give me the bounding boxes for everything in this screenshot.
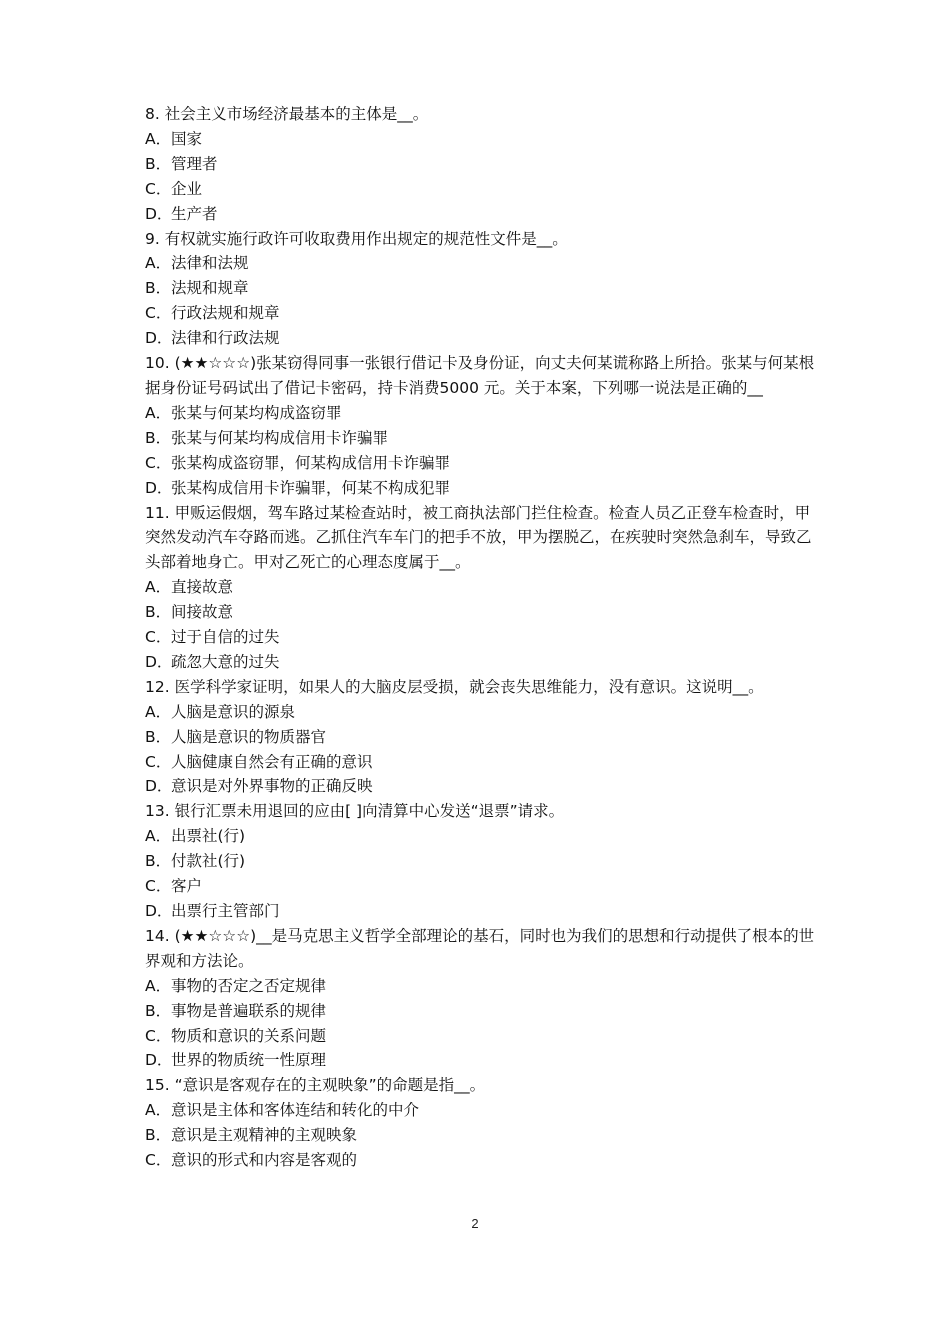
option-letter: B． bbox=[145, 1001, 172, 1020]
question-item bbox=[145, 501, 815, 675]
option-letter: D． bbox=[145, 204, 173, 223]
option-item bbox=[145, 824, 815, 849]
option-item bbox=[145, 426, 815, 451]
option-text: 意识的形式和内容是客观的 bbox=[171, 1151, 358, 1170]
question-item bbox=[145, 1073, 815, 1173]
option-item bbox=[145, 127, 815, 152]
option-letter: C． bbox=[145, 1026, 172, 1045]
option-text: 意识是对外界事物的正确反映 bbox=[171, 777, 373, 796]
option-text: 法律和行政法规 bbox=[171, 329, 280, 348]
option-text: 张某与何某均构成信用卡诈骗罪 bbox=[171, 428, 389, 447]
option-item bbox=[145, 202, 815, 227]
question-item bbox=[145, 924, 815, 1073]
option-item bbox=[145, 600, 815, 625]
option-text: 直接故意 bbox=[171, 578, 234, 597]
option-item bbox=[145, 451, 815, 476]
question-item bbox=[145, 102, 815, 227]
option-list bbox=[145, 1098, 815, 1173]
option-letter: A． bbox=[145, 827, 172, 846]
question-text: 13. 银行汇票未用退回的应由[ ]向清算中心发送“退票”请求。 bbox=[145, 802, 565, 821]
option-item bbox=[145, 575, 815, 600]
option-letter: A． bbox=[145, 129, 172, 148]
option-letter: B． bbox=[145, 279, 172, 298]
option-item bbox=[145, 301, 815, 326]
option-item bbox=[145, 725, 815, 750]
question-text: 8. 社会主义市场经济最基本的主体是__。 bbox=[145, 105, 429, 123]
option-text: 出票行主管部门 bbox=[171, 902, 280, 920]
option-letter: D． bbox=[145, 777, 173, 796]
option-text: 事物是普遍联系的规律 bbox=[171, 1001, 327, 1020]
option-letter: C． bbox=[145, 752, 172, 771]
option-text: 意识是主体和客体连结和转化的中介 bbox=[171, 1101, 420, 1120]
question-item bbox=[145, 227, 815, 352]
option-item bbox=[145, 899, 815, 924]
option-text: 间接故意 bbox=[171, 603, 234, 622]
option-list bbox=[145, 974, 815, 1074]
option-item bbox=[145, 750, 815, 775]
option-list bbox=[145, 700, 815, 800]
option-letter: D． bbox=[145, 478, 173, 497]
option-item bbox=[145, 177, 815, 202]
option-text: 张某构成信用卡诈骗罪，何某不构成犯罪 bbox=[171, 478, 451, 497]
option-item bbox=[145, 1024, 815, 1049]
option-letter: A． bbox=[145, 403, 172, 422]
option-item bbox=[145, 1123, 815, 1148]
option-letter: A． bbox=[145, 702, 172, 721]
option-text: 世界的物质统一性原理 bbox=[171, 1051, 327, 1070]
option-text: 行政法规和规章 bbox=[171, 304, 280, 323]
option-letter: B． bbox=[145, 727, 172, 746]
option-text: 生产者 bbox=[171, 204, 218, 223]
option-item bbox=[145, 1048, 815, 1073]
option-item bbox=[145, 700, 815, 725]
question-item bbox=[145, 351, 815, 500]
option-letter: D． bbox=[145, 329, 173, 348]
option-item bbox=[145, 849, 815, 874]
option-text: 事物的否定之否定规律 bbox=[171, 976, 327, 995]
option-item bbox=[145, 774, 815, 799]
option-letter: D． bbox=[145, 652, 173, 671]
option-text: 付款社(行) bbox=[171, 852, 246, 871]
option-list bbox=[145, 127, 815, 227]
option-item bbox=[145, 152, 815, 177]
option-letter: B． bbox=[145, 1126, 172, 1145]
option-letter: A． bbox=[145, 254, 172, 273]
option-text: 意识是主观精神的主观映象 bbox=[171, 1126, 358, 1145]
option-list bbox=[145, 824, 815, 924]
option-item bbox=[145, 276, 815, 301]
option-item bbox=[145, 625, 815, 650]
question-item bbox=[145, 799, 815, 924]
question-text: 15. “意识是客观存在的主观映象”的命题是指__。 bbox=[145, 1076, 486, 1095]
option-item bbox=[145, 476, 815, 501]
option-item bbox=[145, 874, 815, 899]
option-list bbox=[145, 575, 815, 675]
option-item bbox=[145, 999, 815, 1024]
option-text: 张某与何某均构成盗窃罪 bbox=[171, 403, 342, 422]
option-text: 张某构成盗窃罪，何某构成信用卡诈骗罪 bbox=[171, 453, 451, 472]
option-letter: C． bbox=[145, 179, 172, 198]
question-text: 12. 医学科学家证明，如果人的大脑皮层受损，就会丧失思维能力，没有意识。这说明__。 bbox=[145, 677, 764, 696]
option-letter: B． bbox=[145, 428, 172, 447]
question-text: 10. (★★☆☆☆)张某窃得同事一张银行借记卡及身份证，向丈夫何某谎称路上所拾。张某与何某根据身份证号码试出了借记卡密码，持卡消费5000 元。关于本案，下列哪一说法是正确的__ bbox=[145, 354, 815, 397]
option-text: 物质和意识的关系问题 bbox=[171, 1026, 327, 1045]
page-number: 2 bbox=[471, 1216, 479, 1231]
option-letter: A． bbox=[145, 1101, 172, 1120]
option-letter: C． bbox=[145, 1151, 172, 1170]
option-text: 人脑健康自然会有正确的意识 bbox=[171, 752, 373, 771]
option-letter: D． bbox=[145, 902, 173, 920]
option-item bbox=[145, 401, 815, 426]
option-text: 企业 bbox=[171, 179, 203, 198]
option-text: 出票社(行) bbox=[171, 827, 246, 846]
option-letter: C． bbox=[145, 628, 172, 647]
option-letter: B． bbox=[145, 154, 172, 173]
question-text: 14. (★★☆☆☆)__是马克思主义哲学全部理论的基石，同时也为我们的思想和行动提供了根本的世界观和方法论。 bbox=[145, 926, 815, 970]
question-list bbox=[145, 102, 815, 1173]
option-list bbox=[145, 251, 815, 351]
option-letter: D． bbox=[145, 1051, 173, 1070]
option-text: 客户 bbox=[171, 877, 203, 896]
option-letter: C． bbox=[145, 877, 172, 896]
option-letter: C． bbox=[145, 304, 172, 323]
option-text: 管理者 bbox=[171, 154, 218, 173]
option-text: 法规和规章 bbox=[171, 279, 249, 298]
question-text: 11. 甲贩运假烟，驾车路过某检查站时，被工商执法部门拦住检查。检查人员乙正登车检查时，甲突然发动汽车夺路而逃。乙抓住汽车车门的把手不放，甲为摆脱乙，在疾驶时突然急刹车，导致乙头部着地身亡。甲对乙死亡的心理态度属于__。 bbox=[145, 503, 812, 572]
option-item bbox=[145, 251, 815, 276]
option-item bbox=[145, 326, 815, 351]
option-text: 国家 bbox=[171, 129, 203, 148]
option-item bbox=[145, 974, 815, 999]
option-text: 法律和法规 bbox=[171, 254, 249, 273]
option-item bbox=[145, 1148, 815, 1173]
option-letter: B． bbox=[145, 603, 172, 622]
option-text: 人脑是意识的源泉 bbox=[171, 702, 296, 721]
option-letter: C． bbox=[145, 453, 172, 472]
option-item bbox=[145, 1098, 815, 1123]
option-item bbox=[145, 650, 815, 675]
option-letter: A． bbox=[145, 578, 172, 597]
question-item bbox=[145, 675, 815, 800]
option-letter: B． bbox=[145, 852, 172, 871]
option-letter: A． bbox=[145, 976, 172, 995]
option-list bbox=[145, 401, 815, 501]
question-text: 9. 有权就实施行政许可收取费用作出规定的规范性文件是__。 bbox=[145, 229, 568, 248]
option-text: 疏忽大意的过失 bbox=[171, 652, 280, 671]
option-text: 过于自信的过失 bbox=[171, 628, 280, 647]
option-text: 人脑是意识的物质器官 bbox=[171, 727, 327, 746]
